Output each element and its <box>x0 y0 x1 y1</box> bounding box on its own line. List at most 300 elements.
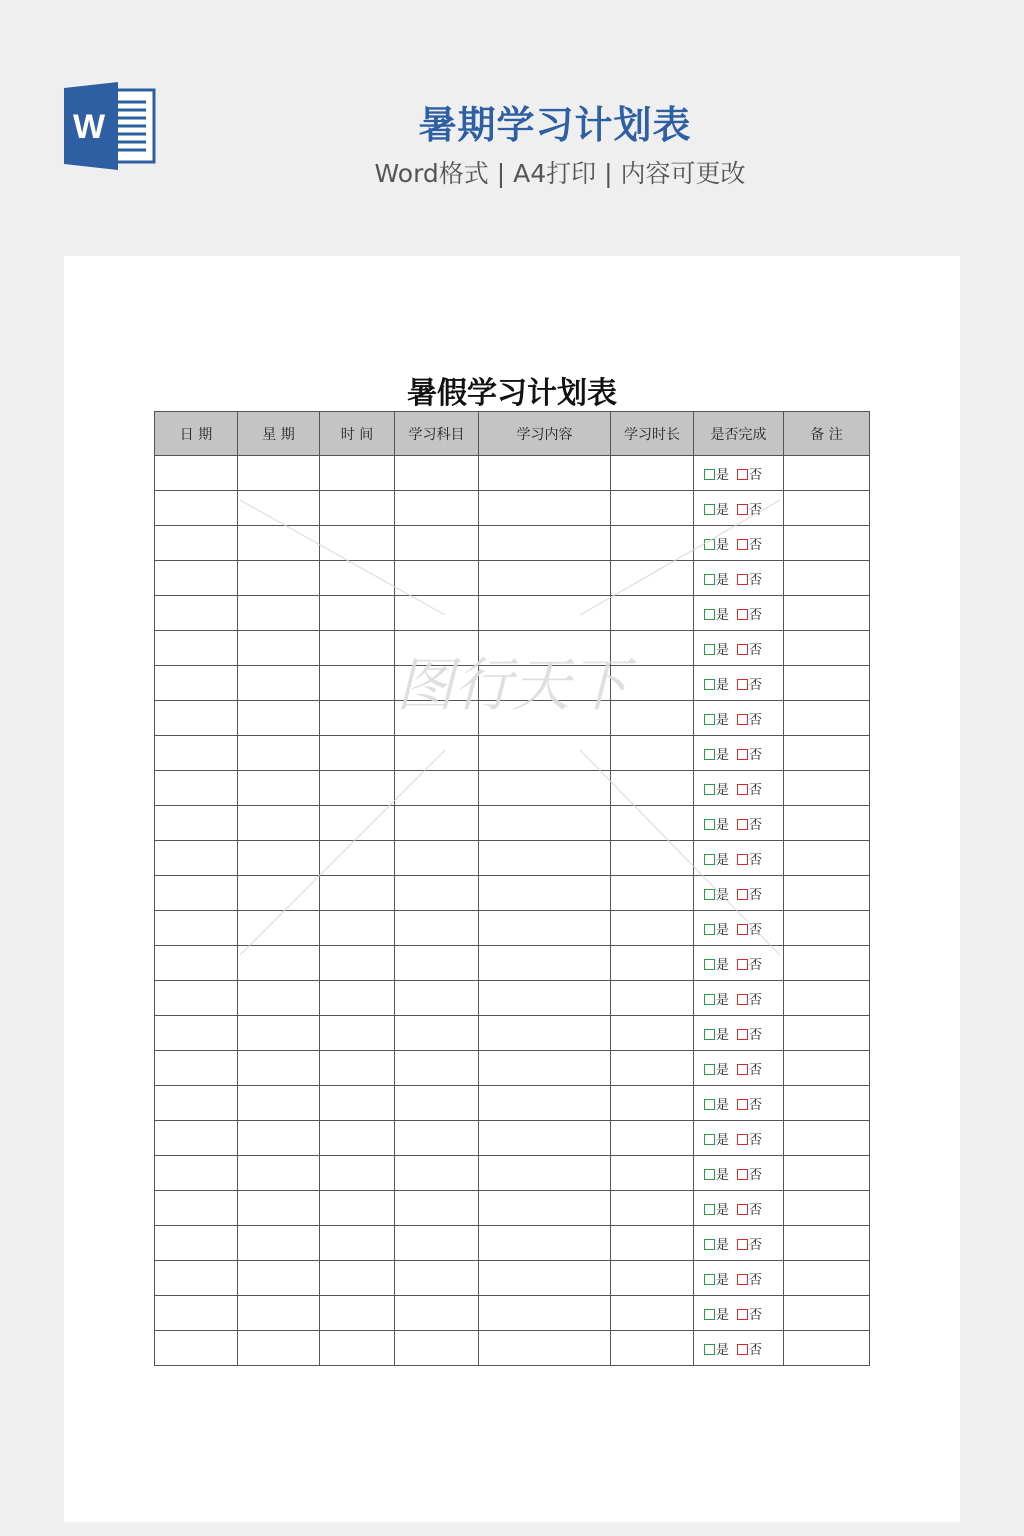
table-cell[interactable] <box>479 666 611 701</box>
no-checkbox[interactable] <box>737 1274 748 1285</box>
no-checkbox[interactable] <box>737 749 748 760</box>
table-cell[interactable] <box>611 1121 694 1156</box>
table-cell[interactable] <box>395 596 479 631</box>
table-cell[interactable] <box>155 771 238 806</box>
no-label: 否 <box>749 1027 763 1043</box>
table-cell[interactable] <box>320 946 395 981</box>
table-cell[interactable] <box>395 1261 479 1296</box>
table-cell[interactable] <box>784 1086 870 1121</box>
table-cell[interactable] <box>320 1156 395 1191</box>
table-cell[interactable] <box>238 1261 320 1296</box>
table-cell[interactable] <box>784 456 870 491</box>
table-cell[interactable] <box>784 666 870 701</box>
table-cell[interactable] <box>320 1331 395 1366</box>
table-cell[interactable] <box>784 1296 870 1331</box>
no-checkbox[interactable] <box>737 784 748 795</box>
table-row <box>155 841 870 876</box>
completion-cell <box>694 1261 784 1296</box>
table-cell[interactable] <box>784 946 870 981</box>
yes-checkbox[interactable] <box>704 469 715 480</box>
yes-label: 是 <box>716 502 730 518</box>
no-checkbox[interactable] <box>737 1134 748 1145</box>
table-cell[interactable] <box>784 491 870 526</box>
table-cell[interactable] <box>238 1156 320 1191</box>
yes-checkbox[interactable] <box>704 1064 715 1075</box>
no-checkbox[interactable] <box>737 469 748 480</box>
no-label: 否 <box>749 782 763 798</box>
table-cell[interactable] <box>611 666 694 701</box>
table-cell[interactable] <box>320 981 395 1016</box>
table-cell[interactable] <box>238 1086 320 1121</box>
table-cell[interactable] <box>395 561 479 596</box>
table-cell[interactable] <box>611 946 694 981</box>
table-cell[interactable] <box>155 806 238 841</box>
table-cell[interactable] <box>320 526 395 561</box>
table-cell[interactable] <box>395 701 479 736</box>
table-cell[interactable] <box>155 946 238 981</box>
no-checkbox[interactable] <box>737 1204 748 1215</box>
no-label: 否 <box>749 607 763 623</box>
table-cell[interactable] <box>395 1226 479 1261</box>
table-cell[interactable] <box>784 911 870 946</box>
table-cell[interactable] <box>784 561 870 596</box>
table-cell[interactable] <box>784 771 870 806</box>
table-cell[interactable] <box>395 981 479 1016</box>
table-cell[interactable] <box>611 1016 694 1051</box>
no-checkbox[interactable] <box>737 854 748 865</box>
table-cell[interactable] <box>155 841 238 876</box>
table-cell[interactable] <box>784 1261 870 1296</box>
table-cell[interactable] <box>784 1051 870 1086</box>
table-cell[interactable] <box>611 1086 694 1121</box>
table-cell[interactable] <box>784 981 870 1016</box>
completion-cell <box>694 491 784 526</box>
table-cell[interactable] <box>238 561 320 596</box>
table-cell[interactable] <box>155 981 238 1016</box>
no-label: 否 <box>749 992 763 1008</box>
table-cell[interactable] <box>155 876 238 911</box>
yes-label: 是 <box>716 1167 730 1183</box>
no-label: 否 <box>749 1272 763 1288</box>
completion-cell <box>694 841 784 876</box>
table-cell[interactable] <box>155 666 238 701</box>
yes-checkbox[interactable] <box>704 994 715 1005</box>
completion-cell <box>694 526 784 561</box>
table-cell[interactable] <box>320 561 395 596</box>
table-cell[interactable] <box>784 841 870 876</box>
no-checkbox[interactable] <box>737 924 748 935</box>
table-row <box>155 1086 870 1121</box>
table-cell[interactable] <box>320 771 395 806</box>
no-checkbox[interactable] <box>737 819 748 830</box>
table-cell[interactable] <box>320 1261 395 1296</box>
table-row <box>155 701 870 736</box>
table-cell[interactable] <box>395 1121 479 1156</box>
table-cell[interactable] <box>784 736 870 771</box>
yes-checkbox[interactable] <box>704 609 715 620</box>
table-cell[interactable] <box>320 1191 395 1226</box>
table-cell[interactable] <box>155 1331 238 1366</box>
table-row <box>155 1121 870 1156</box>
completion-cell <box>694 561 784 596</box>
study-plan-table <box>154 411 870 1366</box>
no-label: 否 <box>749 502 763 518</box>
table-cell[interactable] <box>238 631 320 666</box>
table-cell[interactable] <box>238 806 320 841</box>
table-cell[interactable] <box>155 1016 238 1051</box>
table-cell[interactable] <box>479 736 611 771</box>
table-cell[interactable] <box>155 1296 238 1331</box>
yes-checkbox[interactable] <box>704 1309 715 1320</box>
table-cell[interactable] <box>155 491 238 526</box>
table-cell[interactable] <box>395 806 479 841</box>
no-checkbox[interactable] <box>737 714 748 725</box>
table-row <box>155 1156 870 1191</box>
table-cell[interactable] <box>784 1331 870 1366</box>
table-cell[interactable] <box>395 736 479 771</box>
table-cell[interactable] <box>611 561 694 596</box>
table-cell[interactable] <box>611 456 694 491</box>
table-cell[interactable] <box>155 1226 238 1261</box>
table-cell[interactable] <box>238 491 320 526</box>
table-cell[interactable] <box>479 561 611 596</box>
table-cell[interactable] <box>238 876 320 911</box>
yes-checkbox[interactable] <box>704 644 715 655</box>
table-cell[interactable] <box>479 841 611 876</box>
completion-cell <box>694 1051 784 1086</box>
yes-checkbox[interactable] <box>704 959 715 970</box>
table-cell[interactable] <box>611 1051 694 1086</box>
column-header: 星 期 <box>238 412 320 456</box>
table-cell[interactable] <box>238 1331 320 1366</box>
table-cell[interactable] <box>479 1331 611 1366</box>
yes-checkbox[interactable] <box>704 504 715 515</box>
no-checkbox[interactable] <box>737 1344 748 1355</box>
table-cell[interactable] <box>155 736 238 771</box>
table-cell[interactable] <box>320 491 395 526</box>
table-cell[interactable] <box>479 806 611 841</box>
table-row <box>155 1016 870 1051</box>
table-cell[interactable] <box>784 1156 870 1191</box>
table-cell[interactable] <box>479 596 611 631</box>
table-cell[interactable] <box>395 771 479 806</box>
yes-label: 是 <box>716 992 730 1008</box>
no-checkbox[interactable] <box>737 1099 748 1110</box>
table-cell[interactable] <box>611 1296 694 1331</box>
no-label: 否 <box>749 1237 763 1253</box>
table-cell[interactable] <box>611 736 694 771</box>
table-row <box>155 946 870 981</box>
table-cell[interactable] <box>479 946 611 981</box>
yes-checkbox[interactable] <box>704 1099 715 1110</box>
table-cell[interactable] <box>320 806 395 841</box>
table-cell[interactable] <box>155 561 238 596</box>
table-cell[interactable] <box>238 701 320 736</box>
table-cell[interactable] <box>395 876 479 911</box>
table-cell[interactable] <box>784 1121 870 1156</box>
yes-label: 是 <box>716 1342 730 1358</box>
table-cell[interactable] <box>479 701 611 736</box>
table-cell[interactable] <box>395 1331 479 1366</box>
table-cell[interactable] <box>155 911 238 946</box>
table-row <box>155 456 870 491</box>
yes-checkbox[interactable] <box>704 1134 715 1145</box>
table-cell[interactable] <box>479 1226 611 1261</box>
table-cell[interactable] <box>395 1016 479 1051</box>
yes-label: 是 <box>716 607 730 623</box>
column-header: 备 注 <box>784 412 870 456</box>
table-cell[interactable] <box>238 596 320 631</box>
table-row <box>155 596 870 631</box>
table-cell[interactable] <box>395 1191 479 1226</box>
table-cell[interactable] <box>395 456 479 491</box>
completion-cell <box>694 1226 784 1261</box>
no-checkbox[interactable] <box>737 1064 748 1075</box>
no-checkbox[interactable] <box>737 574 748 585</box>
table-cell[interactable] <box>611 1261 694 1296</box>
yes-checkbox[interactable] <box>704 819 715 830</box>
table-row <box>155 911 870 946</box>
table-cell[interactable] <box>611 771 694 806</box>
table-cell[interactable] <box>784 876 870 911</box>
table-cell[interactable] <box>238 666 320 701</box>
table-cell[interactable] <box>784 1226 870 1261</box>
table-cell[interactable] <box>479 1016 611 1051</box>
table-cell[interactable] <box>320 596 395 631</box>
table-cell[interactable] <box>238 1051 320 1086</box>
table-cell[interactable] <box>395 1051 479 1086</box>
table-cell[interactable] <box>784 526 870 561</box>
table-cell[interactable] <box>611 491 694 526</box>
no-label: 否 <box>749 1307 763 1323</box>
table-cell[interactable] <box>155 526 238 561</box>
table-cell[interactable] <box>611 876 694 911</box>
table-cell[interactable] <box>479 631 611 666</box>
no-checkbox[interactable] <box>737 504 748 515</box>
no-checkbox[interactable] <box>737 889 748 900</box>
yes-checkbox[interactable] <box>704 539 715 550</box>
table-cell[interactable] <box>238 981 320 1016</box>
table-cell[interactable] <box>479 1051 611 1086</box>
table-cell[interactable] <box>395 1086 479 1121</box>
word-document-icon <box>64 82 156 170</box>
table-cell[interactable] <box>155 701 238 736</box>
table-cell[interactable] <box>611 1191 694 1226</box>
yes-label: 是 <box>716 852 730 868</box>
table-cell[interactable] <box>238 526 320 561</box>
yes-label: 是 <box>716 537 730 553</box>
table-cell[interactable] <box>479 1261 611 1296</box>
table-cell[interactable] <box>320 1016 395 1051</box>
table-cell[interactable] <box>395 1156 479 1191</box>
table-cell[interactable] <box>238 1191 320 1226</box>
no-checkbox[interactable] <box>737 1239 748 1250</box>
completion-cell <box>694 1086 784 1121</box>
document-title: 暑假学习计划表 <box>407 376 617 411</box>
header-title: 暑期学习计划表 <box>418 103 692 147</box>
no-label: 否 <box>749 957 763 973</box>
table-cell[interactable] <box>395 841 479 876</box>
completion-cell <box>694 1331 784 1366</box>
yes-label: 是 <box>716 1132 730 1148</box>
table-cell[interactable] <box>395 946 479 981</box>
table-cell[interactable] <box>784 701 870 736</box>
no-checkbox[interactable] <box>737 994 748 1005</box>
yes-label: 是 <box>716 957 730 973</box>
table-cell[interactable] <box>320 1121 395 1156</box>
table-cell[interactable] <box>479 911 611 946</box>
table-cell[interactable] <box>784 1191 870 1226</box>
no-checkbox[interactable] <box>737 1309 748 1320</box>
table-cell[interactable] <box>395 631 479 666</box>
table-cell[interactable] <box>611 981 694 1016</box>
yes-checkbox[interactable] <box>704 574 715 585</box>
yes-label: 是 <box>716 712 730 728</box>
table-cell[interactable] <box>479 1156 611 1191</box>
table-cell[interactable] <box>611 596 694 631</box>
table-row <box>155 1261 870 1296</box>
table-cell[interactable] <box>320 1051 395 1086</box>
completion-cell <box>694 1296 784 1331</box>
yes-checkbox[interactable] <box>704 679 715 690</box>
table-cell[interactable] <box>611 701 694 736</box>
column-header: 是否完成 <box>694 412 784 456</box>
no-checkbox[interactable] <box>737 609 748 620</box>
completion-cell <box>694 701 784 736</box>
yes-label: 是 <box>716 1237 730 1253</box>
table-row <box>155 666 870 701</box>
table-cell[interactable] <box>479 1296 611 1331</box>
table-cell[interactable] <box>479 491 611 526</box>
table-cell[interactable] <box>320 1086 395 1121</box>
table-cell[interactable] <box>238 1121 320 1156</box>
table-cell[interactable] <box>611 841 694 876</box>
table-cell[interactable] <box>479 1191 611 1226</box>
table-cell[interactable] <box>238 911 320 946</box>
table-cell[interactable] <box>320 1226 395 1261</box>
table-cell[interactable] <box>155 456 238 491</box>
table-cell[interactable] <box>238 771 320 806</box>
table-cell[interactable] <box>238 1296 320 1331</box>
table-cell[interactable] <box>611 1226 694 1261</box>
table-cell[interactable] <box>155 1261 238 1296</box>
table-cell[interactable] <box>155 1086 238 1121</box>
yes-checkbox[interactable] <box>704 784 715 795</box>
table-cell[interactable] <box>611 806 694 841</box>
table-cell[interactable] <box>479 1121 611 1156</box>
table-cell[interactable] <box>320 456 395 491</box>
table-cell[interactable] <box>784 806 870 841</box>
table-cell[interactable] <box>320 841 395 876</box>
yes-label: 是 <box>716 922 730 938</box>
table-cell[interactable] <box>479 526 611 561</box>
table-cell[interactable] <box>320 666 395 701</box>
table-row <box>155 736 870 771</box>
no-label: 否 <box>749 922 763 938</box>
table-cell[interactable] <box>395 1296 479 1331</box>
yes-label: 是 <box>716 642 730 658</box>
table-cell[interactable] <box>479 456 611 491</box>
table-cell[interactable] <box>479 771 611 806</box>
yes-checkbox[interactable] <box>704 1204 715 1215</box>
yes-checkbox[interactable] <box>704 854 715 865</box>
table-cell[interactable] <box>320 701 395 736</box>
table-cell[interactable] <box>238 1226 320 1261</box>
table-cell[interactable] <box>479 1086 611 1121</box>
table-cell[interactable] <box>611 526 694 561</box>
table-cell[interactable] <box>611 631 694 666</box>
table-cell[interactable] <box>784 631 870 666</box>
yes-checkbox[interactable] <box>704 924 715 935</box>
table-cell[interactable] <box>479 981 611 1016</box>
table-cell[interactable] <box>155 1191 238 1226</box>
no-checkbox[interactable] <box>737 679 748 690</box>
yes-label: 是 <box>716 1202 730 1218</box>
table-cell[interactable] <box>238 946 320 981</box>
yes-checkbox[interactable] <box>704 1029 715 1040</box>
completion-cell <box>694 771 784 806</box>
table-cell[interactable] <box>395 491 479 526</box>
table-cell[interactable] <box>320 631 395 666</box>
table-cell[interactable] <box>320 911 395 946</box>
table-cell[interactable] <box>395 911 479 946</box>
yes-checkbox[interactable] <box>704 1344 715 1355</box>
table-cell[interactable] <box>611 1156 694 1191</box>
no-checkbox[interactable] <box>737 1169 748 1180</box>
no-label: 否 <box>749 1097 763 1113</box>
table-cell[interactable] <box>155 1156 238 1191</box>
table-cell[interactable] <box>238 1016 320 1051</box>
no-checkbox[interactable] <box>737 959 748 970</box>
table-cell[interactable] <box>479 876 611 911</box>
completion-cell <box>694 456 784 491</box>
yes-checkbox[interactable] <box>704 1239 715 1250</box>
yes-checkbox[interactable] <box>704 1274 715 1285</box>
table-cell[interactable] <box>395 526 479 561</box>
no-checkbox[interactable] <box>737 539 748 550</box>
no-checkbox[interactable] <box>737 1029 748 1040</box>
table-cell[interactable] <box>155 1051 238 1086</box>
yes-checkbox[interactable] <box>704 714 715 725</box>
table-cell[interactable] <box>784 596 870 631</box>
table-cell[interactable] <box>238 736 320 771</box>
yes-checkbox[interactable] <box>704 749 715 760</box>
table-cell[interactable] <box>320 876 395 911</box>
table-cell[interactable] <box>155 631 238 666</box>
yes-label: 是 <box>716 887 730 903</box>
table-row <box>155 561 870 596</box>
no-label: 否 <box>749 747 763 763</box>
table-cell[interactable] <box>320 1296 395 1331</box>
completion-cell <box>694 1016 784 1051</box>
table-cell[interactable] <box>784 1016 870 1051</box>
table-cell[interactable] <box>611 1331 694 1366</box>
yes-label: 是 <box>716 782 730 798</box>
table-cell[interactable] <box>155 1121 238 1156</box>
no-label: 否 <box>749 1342 763 1358</box>
table-cell[interactable] <box>320 736 395 771</box>
table-cell[interactable] <box>238 841 320 876</box>
table-cell[interactable] <box>238 456 320 491</box>
completion-cell <box>694 946 784 981</box>
table-cell[interactable] <box>155 596 238 631</box>
table-cell[interactable] <box>395 666 479 701</box>
yes-label: 是 <box>716 1062 730 1078</box>
table-cell[interactable] <box>611 911 694 946</box>
yes-checkbox[interactable] <box>704 1169 715 1180</box>
no-checkbox[interactable] <box>737 644 748 655</box>
yes-checkbox[interactable] <box>704 889 715 900</box>
